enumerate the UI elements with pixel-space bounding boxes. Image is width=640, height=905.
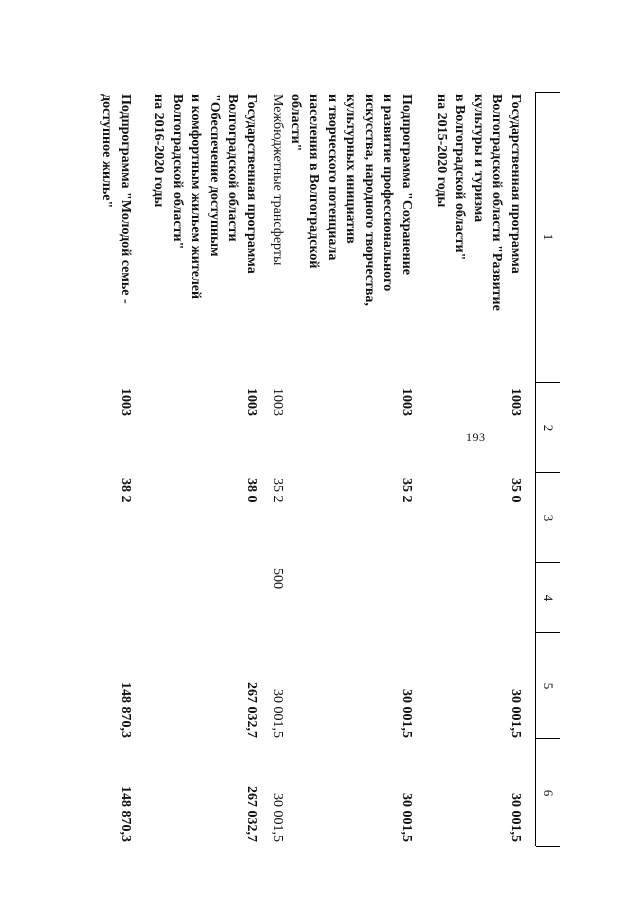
row-col-6: 267 032,7	[244, 786, 259, 842]
row-col-3: 35 0	[508, 478, 523, 503]
row-col-6: 30 001,5	[270, 793, 285, 842]
row-col-2: 1003	[244, 388, 259, 416]
row-name: Подпрограмма "Молодой семье - доступное жилье"	[99, 94, 133, 304]
row-col-2: 1003	[508, 388, 523, 416]
row-col-2: 1003	[118, 388, 133, 416]
table-left-border	[536, 92, 560, 93]
row-col-3: 35 2	[399, 478, 414, 503]
row-col-5: 148 870,3	[118, 682, 133, 738]
row-col-5: 30 001,5	[508, 689, 523, 738]
table-header-row	[535, 92, 560, 846]
budget-table	[80, 92, 560, 846]
header-col-5: 5	[536, 632, 560, 739]
row-name: Подпрограмма "Сохранение и развитие профессионального искусства, народного творчества, культурных инициатив и творческого потенциала населения в Волгоградской области"	[288, 94, 414, 306]
header-col-6: 6	[536, 738, 560, 847]
row-col-6: 148 870,3	[118, 786, 133, 842]
row-col-3: 35 2	[270, 478, 285, 503]
row-col-2: 1003	[399, 388, 414, 416]
row-col-4: 500	[270, 568, 285, 589]
header-col-3: 3	[536, 472, 560, 563]
table-right-border	[536, 846, 560, 847]
row-col-6: 30 001,5	[508, 793, 523, 842]
row-col-3: 38 2	[118, 478, 133, 503]
row-col-5: 30 001,5	[399, 689, 414, 738]
page-number: 193	[466, 430, 486, 444]
row-name: Государственная программа Волгоградской области "Обеспечение доступным и комфортным жильем жителей Волгоградской области" на 2016-2020 годы	[151, 94, 259, 300]
header-col-1: 1	[541, 233, 556, 241]
row-col-5: 267 032,7	[244, 682, 259, 738]
row-col-6: 30 001,5	[399, 793, 414, 842]
row-col-3: 38 0	[244, 478, 259, 503]
row-name: Государственная программа Волгоградской области "Развитие культуры и туризма в Волгоградской области" на 2015-2020 годы	[434, 94, 523, 311]
row-col-2: 1003	[270, 388, 285, 416]
header-col-4: 4	[536, 562, 560, 633]
row-col-5: 30 001,5	[270, 689, 285, 738]
row-name: Межбюджетные трансферты	[270, 94, 285, 266]
header-col-2: 2	[536, 382, 560, 473]
